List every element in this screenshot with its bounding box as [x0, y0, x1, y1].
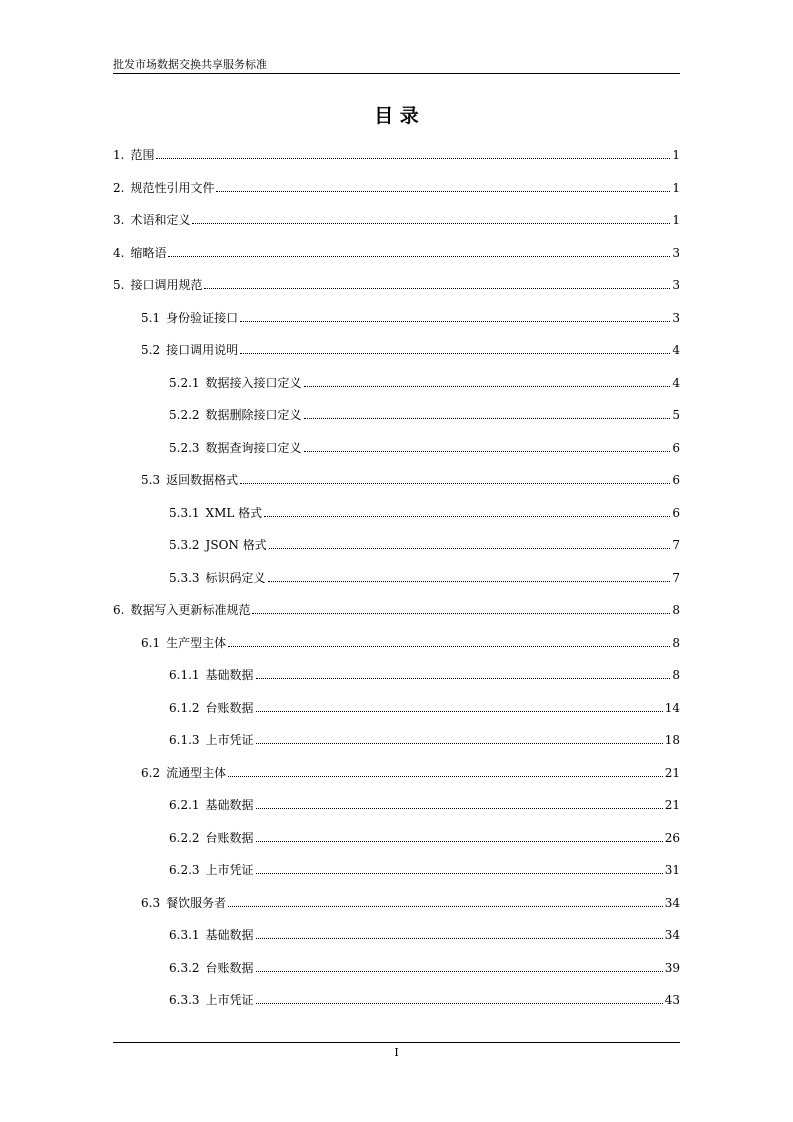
- toc-entry-page: 34: [664, 896, 680, 910]
- toc-entry[interactable]: [141, 342, 680, 358]
- toc-entry-label: 台账数据: [205, 701, 254, 715]
- toc-entry[interactable]: [169, 407, 680, 423]
- toc-entry[interactable]: [113, 245, 680, 261]
- toc-entry-label: JSON 格式: [205, 538, 267, 552]
- toc-dot-leader: [268, 581, 671, 582]
- toc-dot-leader: [240, 321, 670, 322]
- toc-entry-page: 14: [664, 701, 680, 715]
- toc-entry-number: 6.2.3: [169, 863, 200, 877]
- toc-entry-page: 1: [672, 148, 680, 162]
- toc-entry-label: 上市凭证: [205, 863, 254, 877]
- toc-entry-label: 上市凭证: [205, 733, 254, 747]
- toc-entry-number: 6.2: [141, 766, 161, 780]
- toc-entry-label: 规范性引用文件: [130, 181, 215, 195]
- toc-entry-number: 3.: [113, 213, 125, 227]
- toc-entry[interactable]: [169, 537, 680, 553]
- toc-entry-number: 5.2.1: [169, 376, 200, 390]
- toc-dot-leader: [269, 548, 671, 549]
- toc-entry-number: 6.2.2: [169, 831, 200, 845]
- toc-entry-label: 上市凭证: [205, 993, 254, 1007]
- toc-entry[interactable]: [141, 472, 680, 488]
- toc-entry-page: 39: [664, 961, 680, 975]
- toc-entry-number: 5.3.3: [169, 571, 200, 585]
- toc-entry[interactable]: [141, 765, 680, 781]
- toc-entry-label: 数据写入更新标准规范: [130, 603, 251, 617]
- toc-entry-number: 6.3: [141, 896, 161, 910]
- toc-entry[interactable]: [113, 602, 680, 618]
- toc-entry[interactable]: [113, 180, 680, 196]
- toc-entry[interactable]: [169, 960, 680, 976]
- toc-entry-page: 3: [672, 246, 680, 260]
- toc-dot-leader: [256, 1003, 663, 1004]
- toc-dot-leader: [256, 971, 663, 972]
- toc-dot-leader: [256, 678, 671, 679]
- toc-entry-page: 21: [664, 766, 680, 780]
- toc-entry-number: 5.2.3: [169, 441, 200, 455]
- toc-entry-number: 6.3.3: [169, 993, 200, 1007]
- toc-entry-number: 5.: [113, 278, 125, 292]
- toc-entry-label: 数据删除接口定义: [205, 408, 302, 422]
- toc-entry-page: 4: [672, 376, 680, 390]
- toc-dot-leader: [304, 451, 671, 452]
- toc-dot-leader: [204, 288, 670, 289]
- toc-entry[interactable]: [113, 277, 680, 293]
- toc-entry-number: 6.1.2: [169, 701, 200, 715]
- toc-entry-number: 4.: [113, 246, 125, 260]
- toc-entry-label: 台账数据: [205, 961, 254, 975]
- toc-title: 目 录: [374, 105, 419, 127]
- toc-entry-label: 返回数据格式: [166, 473, 239, 487]
- toc-entry-page: 7: [672, 538, 680, 552]
- toc-entry-number: 6.1.1: [169, 668, 200, 682]
- toc-dot-leader: [228, 906, 663, 907]
- toc-entry-page: 8: [672, 603, 680, 617]
- toc-dot-leader: [304, 386, 671, 387]
- toc-entry[interactable]: [169, 375, 680, 391]
- toc-dot-leader: [304, 418, 671, 419]
- toc-entry[interactable]: [169, 667, 680, 683]
- toc-entry[interactable]: [141, 895, 680, 911]
- toc-entry-label: 数据接入接口定义: [205, 376, 302, 390]
- toc-dot-leader: [256, 711, 663, 712]
- toc-dot-leader: [168, 256, 670, 257]
- toc-entry-number: 5.2: [141, 343, 161, 357]
- toc-entry-number: 2.: [113, 181, 125, 195]
- toc-dot-leader: [216, 191, 670, 192]
- toc-entry[interactable]: [141, 635, 680, 651]
- toc-entry[interactable]: [169, 927, 680, 943]
- toc-entry-label: XML 格式: [205, 506, 263, 520]
- page-number: I: [394, 1046, 399, 1059]
- toc-entry-label: 数据查询接口定义: [205, 441, 302, 455]
- toc-entry-label: 基础数据: [205, 798, 254, 812]
- toc-dot-leader: [264, 516, 670, 517]
- toc-entry[interactable]: [169, 570, 680, 586]
- toc-entry-page: 6: [672, 441, 680, 455]
- toc-entry-number: 5.3.2: [169, 538, 200, 552]
- toc-dot-leader: [156, 158, 670, 159]
- toc-entry-page: 4: [672, 343, 680, 357]
- toc-entry-page: 18: [664, 733, 680, 747]
- toc-dot-leader: [256, 938, 663, 939]
- toc-entry-label: 基础数据: [205, 928, 254, 942]
- toc-dot-leader: [256, 808, 663, 809]
- toc-dot-leader: [228, 646, 670, 647]
- toc-entry[interactable]: [113, 212, 680, 228]
- toc-entry[interactable]: [169, 797, 680, 813]
- toc-entry-number: 6.3.1: [169, 928, 200, 942]
- toc-entry-page: 26: [664, 831, 680, 845]
- toc-entry[interactable]: [169, 732, 680, 748]
- toc-entry-number: 6.: [113, 603, 125, 617]
- toc-entry[interactable]: [169, 830, 680, 846]
- toc-entry-label: 基础数据: [205, 668, 254, 682]
- toc-entry-page: 43: [664, 993, 680, 1007]
- toc-dot-leader: [228, 776, 663, 777]
- toc-entry-page: 8: [672, 668, 680, 682]
- toc-entry-label: 生产型主体: [166, 636, 227, 650]
- toc-entry-label: 接口调用规范: [130, 278, 203, 292]
- toc-entry-number: 6.3.2: [169, 961, 200, 975]
- toc-entry[interactable]: [169, 700, 680, 716]
- toc-entry-page: 31: [664, 863, 680, 877]
- toc-entry-page: 34: [664, 928, 680, 942]
- toc-entry-label: 缩略语: [130, 246, 167, 260]
- toc-entry[interactable]: [169, 505, 680, 521]
- header-rule: [113, 73, 680, 74]
- toc-dot-leader: [252, 613, 670, 614]
- toc-entry-number: 1.: [113, 148, 125, 162]
- toc-entry-label: 标识码定义: [205, 571, 266, 585]
- toc-entry-page: 1: [672, 213, 680, 227]
- toc-entry[interactable]: [113, 147, 680, 163]
- toc-entry-page: 5: [672, 408, 680, 422]
- toc-entry-page: 6: [672, 506, 680, 520]
- toc-entry-page: 3: [672, 278, 680, 292]
- toc-entry-number: 5.3.1: [169, 506, 200, 520]
- toc-entry[interactable]: [169, 440, 680, 456]
- footer-rule: [113, 1042, 680, 1043]
- toc-entry-page: 7: [672, 571, 680, 585]
- toc-entry-page: 21: [664, 798, 680, 812]
- toc-entry-label: 范围: [130, 148, 155, 162]
- toc-dot-leader: [256, 873, 663, 874]
- toc-entry-label: 台账数据: [205, 831, 254, 845]
- toc-entry[interactable]: [169, 862, 680, 878]
- toc-entry-label: 流通型主体: [166, 766, 227, 780]
- toc-entry-number: 5.3: [141, 473, 161, 487]
- toc-entry-number: 5.2.2: [169, 408, 200, 422]
- toc-dot-leader: [192, 223, 670, 224]
- toc-entry-number: 6.2.1: [169, 798, 200, 812]
- toc-entry-number: 5.1: [141, 311, 161, 325]
- toc-dot-leader: [256, 743, 663, 744]
- toc-entry-page: 6: [672, 473, 680, 487]
- toc-entry-number: 6.1: [141, 636, 161, 650]
- toc-entry-label: 接口调用说明: [166, 343, 239, 357]
- toc-entry[interactable]: [141, 310, 680, 326]
- toc-entry-label: 餐饮服务者: [166, 896, 227, 910]
- toc-entry-page: 1: [672, 181, 680, 195]
- toc-entry-label: 身份验证接口: [166, 311, 239, 325]
- toc-entry-number: 6.1.3: [169, 733, 200, 747]
- toc-entry-label: 术语和定义: [130, 213, 191, 227]
- toc-entry-page: 3: [672, 311, 680, 325]
- running-header: 批发市场数据交换共享服务标准: [113, 58, 267, 71]
- toc-dot-leader: [256, 841, 663, 842]
- toc-dot-leader: [240, 483, 670, 484]
- toc-dot-leader: [240, 353, 670, 354]
- toc-entry[interactable]: [169, 992, 680, 1008]
- toc-entry-page: 8: [672, 636, 680, 650]
